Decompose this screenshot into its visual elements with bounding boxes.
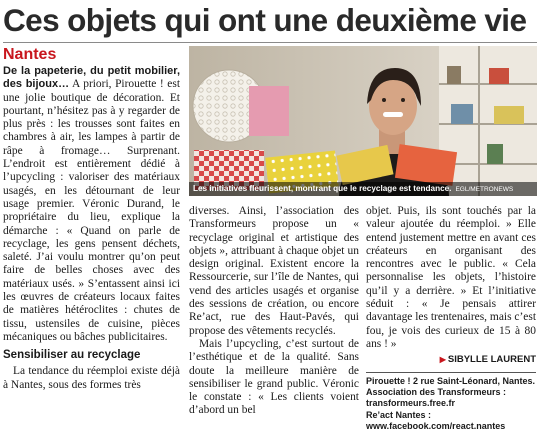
paragraph-4: Mais l’upcycling, c’est surtout de l’esthétique et de la qualité. Sans doute la meilleure manière de sensibiliser le grand public. Véronic le constate : « Les clients voient d’abord un bel xyxy=(189,337,359,417)
headline: Ces objets qui ont une deuxième vie xyxy=(3,2,527,38)
shop-photo-illustration xyxy=(189,46,537,196)
article-column-2 xyxy=(189,205,359,418)
location-kicker: Nantes xyxy=(3,46,57,63)
info-line-3: Re’act Nantes : www.facebook.com/react.nantes xyxy=(366,409,506,432)
paragraph-1: A priori, Pirouette ! est une jolie boutique de décoration. Et pourtant, n’hésitez pas à y regarder de plus près : les trousses sont faites en chambres à air, les lampes à partir de râpe à fromage… Surprenant. L’endroit est entièrement dédié à l’upcycling : valoriser des matériaux usagés, en les détournant de leur usage premier. Véronic Durand, le propriétaire du lieu, explique la démarche : « Quand on parle de recyclage, les gens pensent déchets, saleté. J’ai voulu montrer qu’on peut faire de belles choses avec des matériaux usés. » S’entassent ainsi ici les œuvres de créateurs locaux faites de matières hétéroclites : chutes de tissu, ustensiles de cuisine, pièces mécaniques ou bâches publicitaires. xyxy=(3,78,180,343)
info-line-1: Pirouette ! 2 rue Saint-Léonard, Nantes. xyxy=(366,375,536,386)
photo-caption xyxy=(189,182,537,196)
article-column-3 xyxy=(366,205,536,433)
article-photo xyxy=(189,46,537,196)
info-line-2: Association des Transformeurs : transformeurs.free.fr xyxy=(366,386,507,409)
photo-credit: EGL/METRONEWS xyxy=(455,186,514,193)
headline-rule xyxy=(3,42,537,43)
paragraph-3: diverses. Ainsi, l’association des Transformeurs propose un « recyclage original et artistique des objets », attribuant à chaque objet un design original. Existent encore la Ressourcerie, sur l’île de Nantes, qui vend des articles usagés et organise des sessions de création, ou encore Re’act, rue des Haut-Pavés, qui propose des vêtements recyclés. xyxy=(189,205,359,337)
article-column-1 xyxy=(3,46,180,392)
paragraph-5: objet. Puis, ils sont touchés par la valeur ajoutée du réemploi. » Elle entend justement mettre en avant ces créateurs en organisant des rencontres avec le public. « Cela personnalise les objets, l’histoire qu’il y a derrière. » Et l’initiative séduit : « Je pensais attirer davantage les trentenaires, mais c’est fou, je vois des curieux de 15 à 80 ans ! » xyxy=(366,205,536,350)
info-divider xyxy=(366,372,536,373)
caption-text: Les initiatives fleurissent, montrant que le recyclage est tendance. xyxy=(193,184,452,193)
author-name: SIBYLLE LAURENT xyxy=(447,354,536,366)
lead-paragraph xyxy=(3,65,180,344)
chapo: De la papeterie, du petit mobilier, des bijoux… xyxy=(3,65,180,91)
paragraph-2: La tendance du réemploi existe déjà à Nantes, sous des formes très xyxy=(3,365,180,391)
author-signature xyxy=(366,353,536,366)
triangle-bullet-icon: ▶ xyxy=(439,355,446,365)
info-box xyxy=(366,376,536,433)
subheading: Sensibiliser au recyclage xyxy=(3,349,141,362)
